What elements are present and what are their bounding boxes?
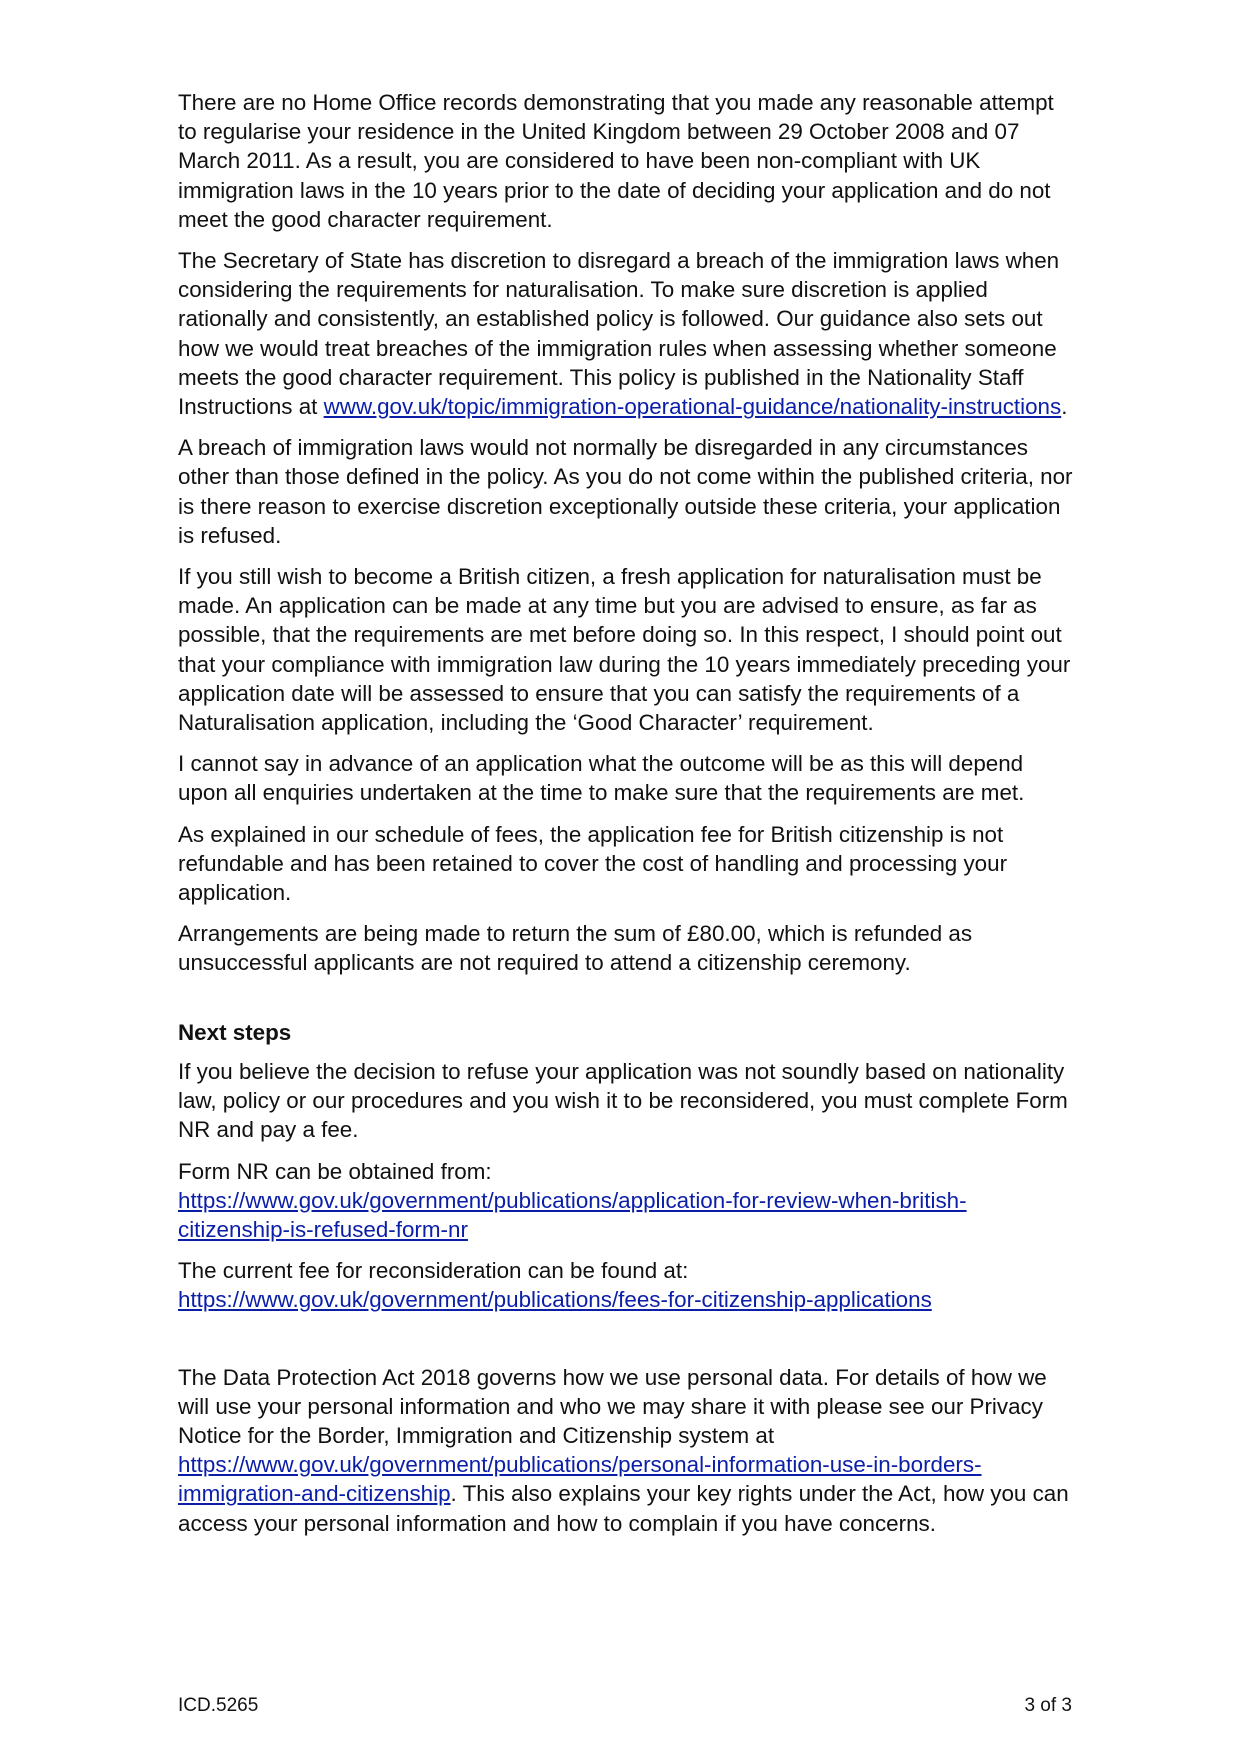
next-steps-heading: Next steps (178, 1019, 292, 1045)
form-nr-link[interactable]: https://www.gov.uk/government/publications/application-for-review-when-british-citizenship-is-refused-form-nr (178, 1187, 967, 1242)
paragraph-refund: Arrangements are being made to return the sum of £80.00, which is refunded as unsuccessful applicants are not required to attend a citizenship ceremony. (178, 921, 973, 976)
privacy-notice-link[interactable]: https://www.gov.uk/government/publications/personal-information-use-in-borders-immigration-and-citizenship (178, 1452, 982, 1507)
nationality-instructions-link[interactable]: www.gov.uk/topic/immigration-operational-guidance/nationality-instructions (323, 394, 1062, 420)
paragraph-non-compliance: There are no Home Office records demonstrating that you made any reasonable attempt to regularise your residence in the United Kingdom between 29 October 2008 and 07 March 2011. As a result, you are considered to have been non-compliant with UK immigration laws in the 10 years prior to the date of deciding your application and do not meet the good character requirement. (178, 90, 1054, 232)
page-number: 3 of 3 (1024, 1695, 1072, 1716)
form-nr-text: Form NR can be obtained from: (178, 1158, 492, 1184)
letter-body (178, 88, 1078, 1538)
paragraph-data-protection (178, 1363, 1078, 1538)
paragraph-reconsideration: If you believe the decision to refuse your application was not soundly based on nationality law, policy or our procedures and you wish it to be reconsidered, you must complete Form NR and pay a fee. (178, 1058, 1068, 1143)
paragraph-discretion-text: The Secretary of State has discretion to disregard a breach of the immigration laws when considering the requirements for naturalisation. To make sure discretion is applied rationally and consistently, an established policy is followed. Our guidance also sets out how we would treat breaches of the immigration rules when assessing whether someone meets the good character requirement. This policy is published in the Nationality Staff Instructions at (178, 248, 1060, 420)
document-reference: ICD.5265 (178, 1695, 259, 1716)
paragraph-form-nr (178, 1157, 1078, 1245)
paragraph-breach: A breach of immigration laws would not normally be disregarded in any circumstances other than those defined in the policy. As you do not come within the published criteria, nor is there reason to exercise discretion exceptionally outside these criteria, your application is refused. (178, 435, 1073, 548)
spacer (178, 1327, 1078, 1363)
paragraph-current-fee (178, 1256, 1078, 1314)
paragraph-discretion (178, 246, 1078, 421)
current-fee-text: The current fee for reconsideration can be found at: (178, 1258, 689, 1284)
paragraph-fresh-application: If you still wish to become a British citizen, a fresh application for naturalisation must be made. An application can be made at any time but you are advised to ensure, as far as possible, that the requirements are met before doing so. In this respect, I should point out that your compliance with immigration law during the 10 years immediately preceding your application date will be assessed to ensure that you can satisfy the requirements of a Naturalisation application, including the ‘Good Character’ requirement. (178, 564, 1071, 736)
fees-link[interactable]: https://www.gov.uk/government/publications/fees-for-citizenship-applications (178, 1287, 932, 1313)
paragraph-fees: As explained in our schedule of fees, the application fee for British citizenship is not refundable and has been retained to cover the cost of handling and processing your application. (178, 821, 1008, 906)
data-protection-end: . This also explains your key rights under the Act, how you can access your personal information and how to complain if you have concerns. (178, 1481, 1069, 1536)
page-footer (178, 1694, 1072, 1718)
data-protection-text: The Data Protection Act 2018 governs how we use personal data. For details of how we will use your personal information and who we may share it with please see our Privacy Notice for the Border, Immigration and Citizenship system at (178, 1364, 1047, 1448)
paragraph-discretion-end: . (1061, 394, 1068, 420)
paragraph-outcome: I cannot say in advance of an application what the outcome will be as this will depend upon all enquiries undertaken at the time to make sure that the requirements are met. (178, 751, 1025, 806)
